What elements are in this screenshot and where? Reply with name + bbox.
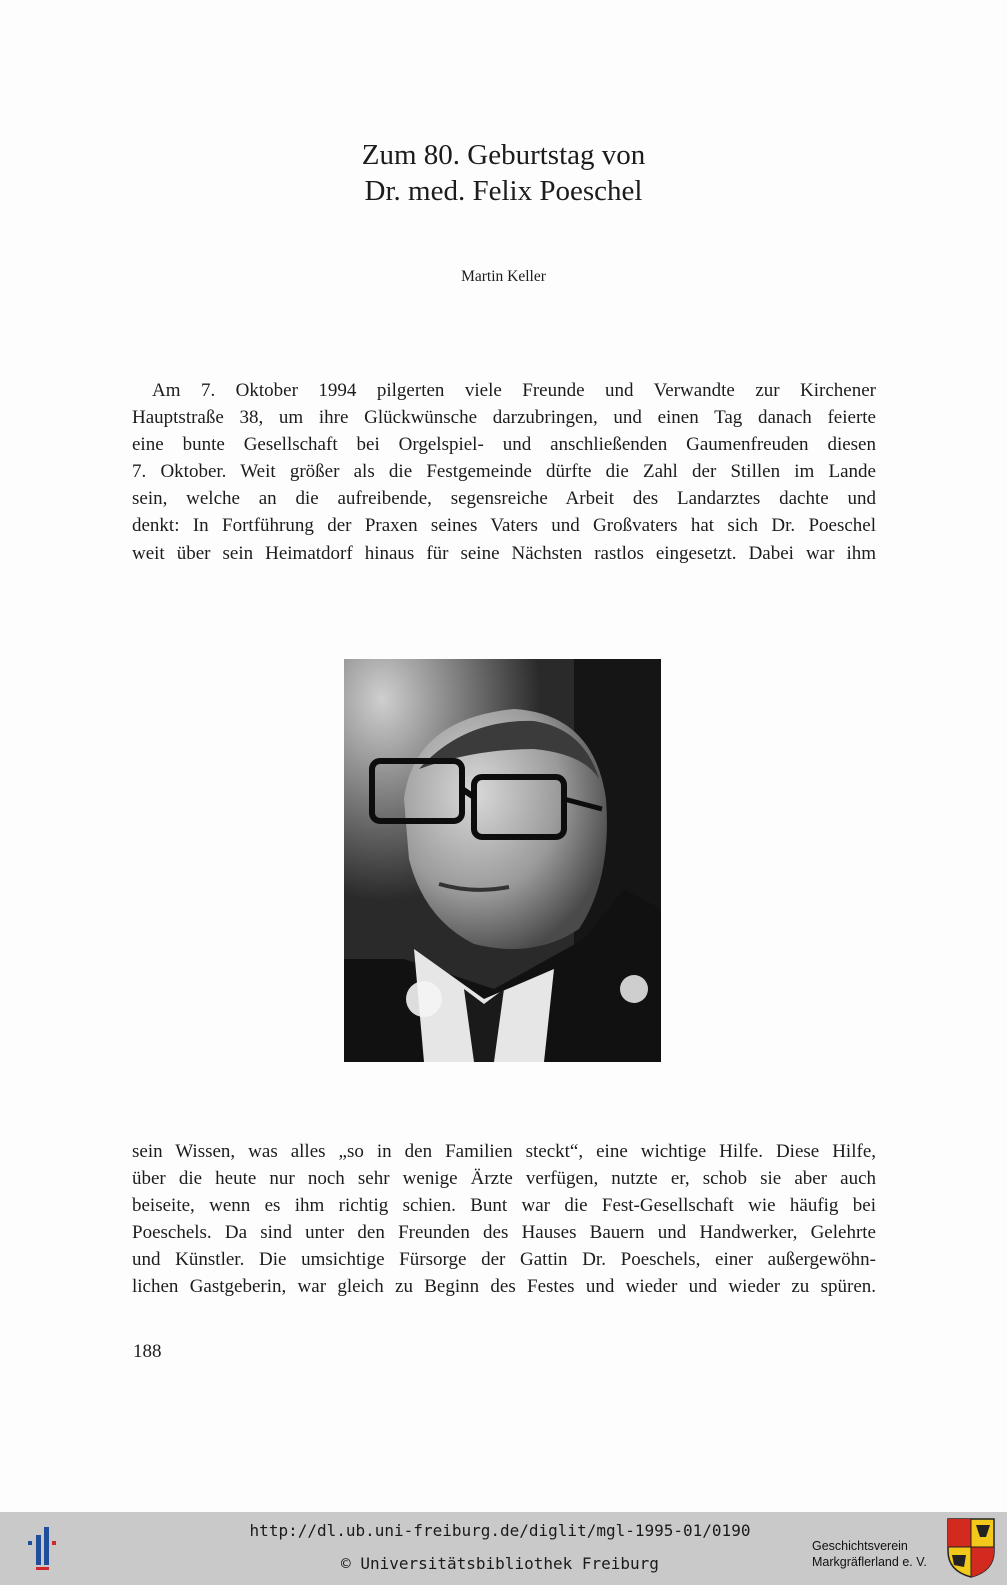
text-line: über die heute nur noch sehr wenige Ärzte verfügen, nutzte er, schob sie aber auch xyxy=(132,1168,876,1190)
article-title-line1: Zum 80. Geburtstag von xyxy=(361,139,646,171)
paragraph-2 xyxy=(132,1138,876,1301)
text-line: lichen Gastgeberin, war gleich zu Beginn des Festes und wieder und wieder zu spüren. xyxy=(132,1276,876,1298)
text-line: sein Wissen, was alles „so in den Familien steckt“, eine wichtige Hilfe. Diese Hilfe, xyxy=(132,1141,876,1162)
text-line: Hauptstraße 38, um ihre Glückwünsche darzubringen, und einen Tag danach feierte xyxy=(132,407,876,429)
text-line: Poeschels. Da sind unter den Freunden des Hauses Bauern und Handwerker, Gelehrte xyxy=(132,1222,876,1244)
society-line1: Geschichtsverein xyxy=(812,1539,908,1553)
copyright-text: © Universitätsbibliothek Freiburg xyxy=(341,1554,659,1573)
text-line: sein, welche an die aufreibende, segensreiche Arbeit des Landarztes dachte und xyxy=(132,488,876,510)
coat-of-arms-icon xyxy=(946,1517,996,1579)
portrait-photo xyxy=(344,659,661,1062)
paragraph-1 xyxy=(132,377,876,567)
footer-bar xyxy=(0,1512,1007,1585)
text-line: beiseite, wenn es ihm richtig schien. Bunt war die Fest-Gesellschaft wie häufig bei xyxy=(132,1195,876,1217)
society-name xyxy=(812,1538,942,1570)
text-line: und Künstler. Die umsichtige Fürsorge der Gattin Dr. Poeschels, einer außergewöhn- xyxy=(132,1249,876,1271)
text-line: denkt: In Fortführung der Praxen seines Vaters und Großvaters hat sich Dr. Poeschel xyxy=(132,515,876,537)
society-line2: Markgräflerland e. V. xyxy=(812,1555,927,1569)
document-url-link[interactable]: http://dl.ub.uni-freiburg.de/diglit/mgl-1995-01/0190 xyxy=(249,1521,751,1540)
text-line: weit über sein Heimatdorf hinaus für seine Nächsten rastlos eingesetzt. Dabei war ihm xyxy=(132,542,876,564)
article-title-line2: Dr. med. Felix Poeschel xyxy=(364,175,643,207)
article-author: Martin Keller xyxy=(461,268,546,285)
text-line: Am 7. Oktober 1994 pilgerten viele Freunde und Verwandte zur Kirchener xyxy=(152,380,876,401)
text-line: 7. Oktober. Weit größer als die Festgemeinde dürfte die Zahl der Stillen im Lande xyxy=(132,461,876,483)
text-line: eine bunte Gesellschaft bei Orgelspiel- und anschließenden Gaumenfreuden diesen xyxy=(132,434,876,456)
page-number: 188 xyxy=(133,1341,162,1362)
ub-logo-icon[interactable] xyxy=(24,1523,64,1573)
portrait-illustration xyxy=(344,659,661,1062)
